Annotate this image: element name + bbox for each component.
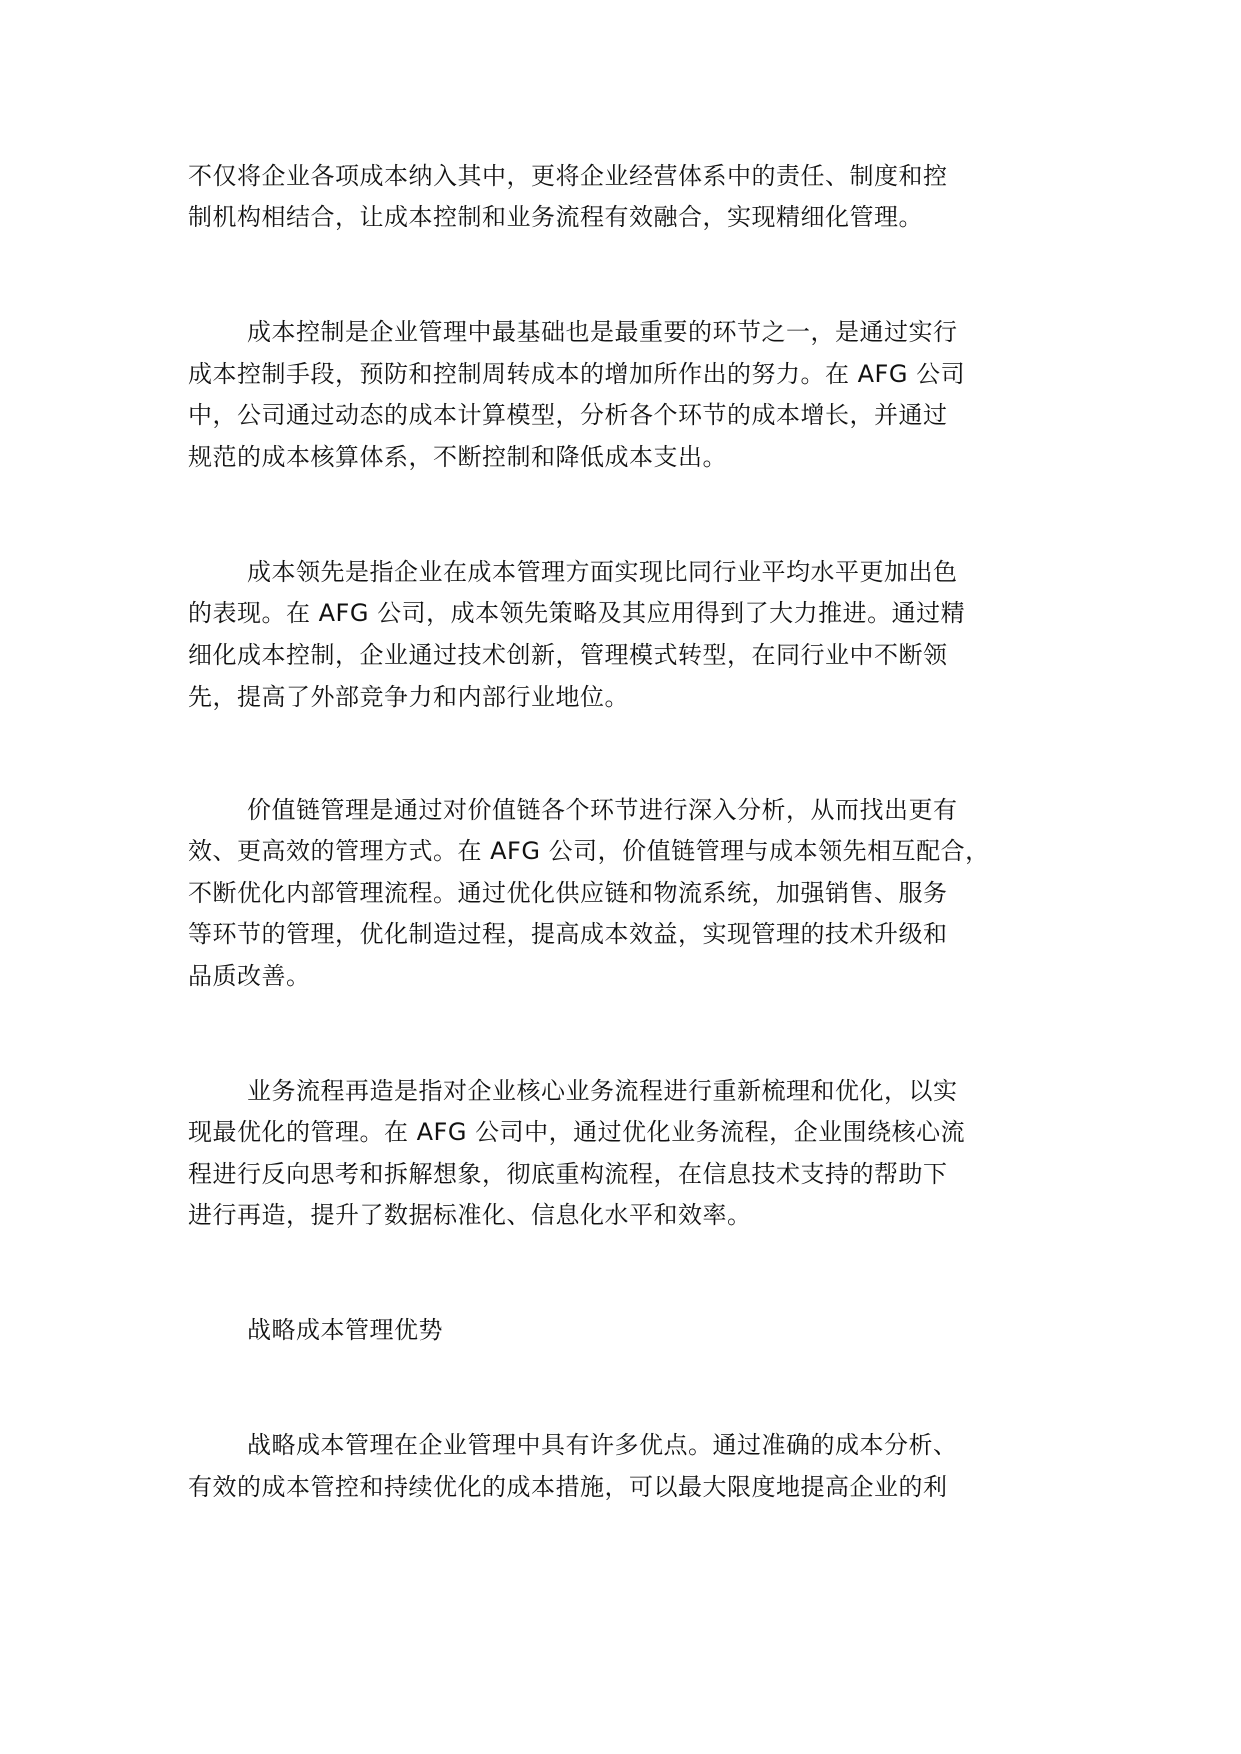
paragraph-line: 程进行反向思考和拆解想象，彻底重构流程，在信息技术支持的帮助下 (188, 1160, 948, 1188)
paragraph-line: 进行再造，提升了数据标准化、信息化水平和效率。 (188, 1201, 752, 1229)
paragraph-line: 细化成本控制，企业通过技术创新，管理模式转型，在同行业中不断领 (188, 641, 948, 669)
paragraph-line: 成本控制手段，预防和控制周转成本的增加所作出的努力。在 AFG 公司 (188, 360, 966, 388)
paragraph-line: 价值链管理是通过对价值链各个环节进行深入分析，从而找出更有 (247, 796, 958, 824)
paragraph-line: 先，提高了外部竞争力和内部行业地位。 (188, 683, 629, 711)
paragraph-line: 制机构相结合，让成本控制和业务流程有效融合，实现精细化管理。 (188, 203, 923, 231)
paragraph-line: 业务流程再造是指对企业核心业务流程进行重新梳理和优化，以实 (247, 1077, 958, 1105)
paragraph-line: 不仅将企业各项成本纳入其中，更将企业经营体系中的责任、制度和控 (188, 162, 948, 190)
paragraph-line: 战略成本管理在企业管理中具有许多优点。通过准确的成本分析、 (247, 1431, 958, 1459)
paragraph-line: 现最优化的管理。在 AFG 公司中，通过优化业务流程，企业围绕核心流 (188, 1118, 966, 1146)
paragraph-line: 效、更高效的管理方式。在 AFG 公司，价值链管理与成本领先相互配合， (188, 837, 990, 865)
paragraph-line: 成本控制是企业管理中最基础也是最重要的环节之一，是通过实行 (247, 318, 958, 346)
paragraph-line: 规范的成本核算体系，不断控制和降低成本支出。 (188, 443, 727, 471)
paragraph-line: 不断优化内部管理流程。通过优化供应链和物流系统，加强销售、服务 (188, 879, 948, 907)
paragraph-line: 的表现。在 AFG 公司，成本领先策略及其应用得到了大力推进。通过精 (188, 599, 966, 627)
paragraph-line: 中，公司通过动态的成本计算模型，分析各个环节的成本增长，并通过 (188, 401, 948, 429)
paragraph-line: 等环节的管理，优化制造过程，提高成本效益，实现管理的技术升级和 (188, 920, 948, 948)
paragraph-line: 有效的成本管控和持续优化的成本措施，可以最大限度地提高企业的利 (188, 1473, 948, 1501)
paragraph-line: 成本领先是指企业在成本管理方面实现比同行业平均水平更加出色 (247, 558, 958, 586)
section-heading: 战略成本管理优势 (247, 1316, 443, 1344)
paragraph-line: 品质改善。 (188, 962, 311, 990)
